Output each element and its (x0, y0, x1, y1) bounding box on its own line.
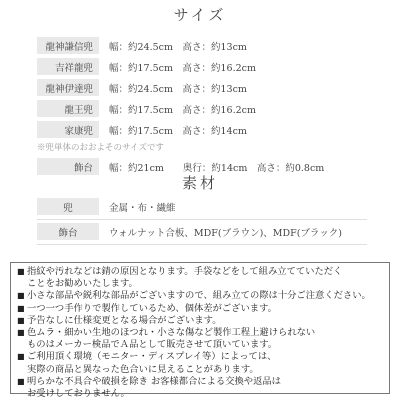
notice-item: ■ 色ムラ・細かい生地のほつれ・小さな傷など製作工程上避けられない ものはメーカー検品でＡ品として販売させて頂いています。 (17, 327, 316, 351)
size-section-title: サイズ (173, 6, 227, 24)
bullet-icon: ■ (17, 303, 25, 313)
size-note: ※兜単体のおおよそのサイズです (37, 143, 164, 153)
size-row-value: 幅：約17.5cm 高さ：約16.2cm (109, 104, 256, 116)
size-row-label: 家康兜 (37, 121, 99, 138)
material-row-value: ウォルナット合板、MDF(ブラウン)、MDF(ブラック) (109, 227, 342, 239)
size-row (37, 37, 247, 54)
size-row-label: 吉祥龍兜 (37, 58, 99, 75)
material-row-label: 飾台 (37, 223, 99, 240)
bullet-icon: ■ (17, 328, 25, 338)
bullet-icon: ■ (17, 352, 25, 362)
size-row-label: 龍王兜 (37, 100, 99, 117)
material-row-value: 金属・布・繊維 (109, 202, 176, 214)
size-row-label: 龍神伊達兜 (37, 79, 99, 96)
size-row-value: 幅：約24.5cm 高さ：約13cm (109, 41, 247, 53)
notice-item: ■ 一つ一つ手作りで製作しているため、個体差がございます。 (17, 302, 277, 314)
size-row (37, 58, 256, 75)
bullet-icon: ■ (17, 267, 25, 276)
material-row (37, 223, 367, 240)
size-row-value: 幅：約17.5cm 高さ：約16.2cm (109, 62, 256, 74)
notice-item: ■ 小さな部品や鋭利な部品がございますので、組み立ての際は十分ご注意ください。 (17, 290, 371, 302)
material-divider (37, 219, 367, 220)
stand-size-label: 飾台 (37, 158, 99, 175)
bullet-icon: ■ (17, 376, 25, 386)
notice-item: ■ 予告なしに仕様変更となる場合がございます。 (17, 314, 222, 326)
size-row (37, 79, 247, 96)
material-row-label: 兜 (37, 198, 99, 215)
size-row-value: 幅：約17.5cm 高さ：約14cm (109, 125, 247, 137)
material-row (37, 198, 367, 215)
material-divider (37, 244, 367, 245)
notice-item: ■ ご利用頂く環境（モニター・ディスプレイ等）によっては、 実際の商品と異なった色合いに見えることがあります。 (17, 351, 277, 375)
bullet-icon: ■ (17, 291, 25, 301)
size-row-value: 幅：約24.5cm 高さ：約13cm (109, 83, 247, 95)
material-section-title: 素材 (181, 174, 218, 192)
notice-box (10, 262, 390, 400)
stand-size-value: 幅：約21cm 奥行：約14cm 高さ：約0.8cm (109, 162, 325, 174)
notice-item: ■ 指紋や汚れなどは錆の原因となります。手袋などをして組み立てていただく ことをお勧めいたします。 (17, 266, 343, 290)
size-row (37, 121, 247, 138)
notice-item: ■ 明らかな不具合や破損を除き お客様都合による交換や返品は お受けしておりません。 (17, 375, 281, 400)
size-row (37, 100, 256, 117)
size-row-label: 龍神謙信兜 (37, 37, 99, 54)
bullet-icon: ■ (17, 315, 25, 325)
